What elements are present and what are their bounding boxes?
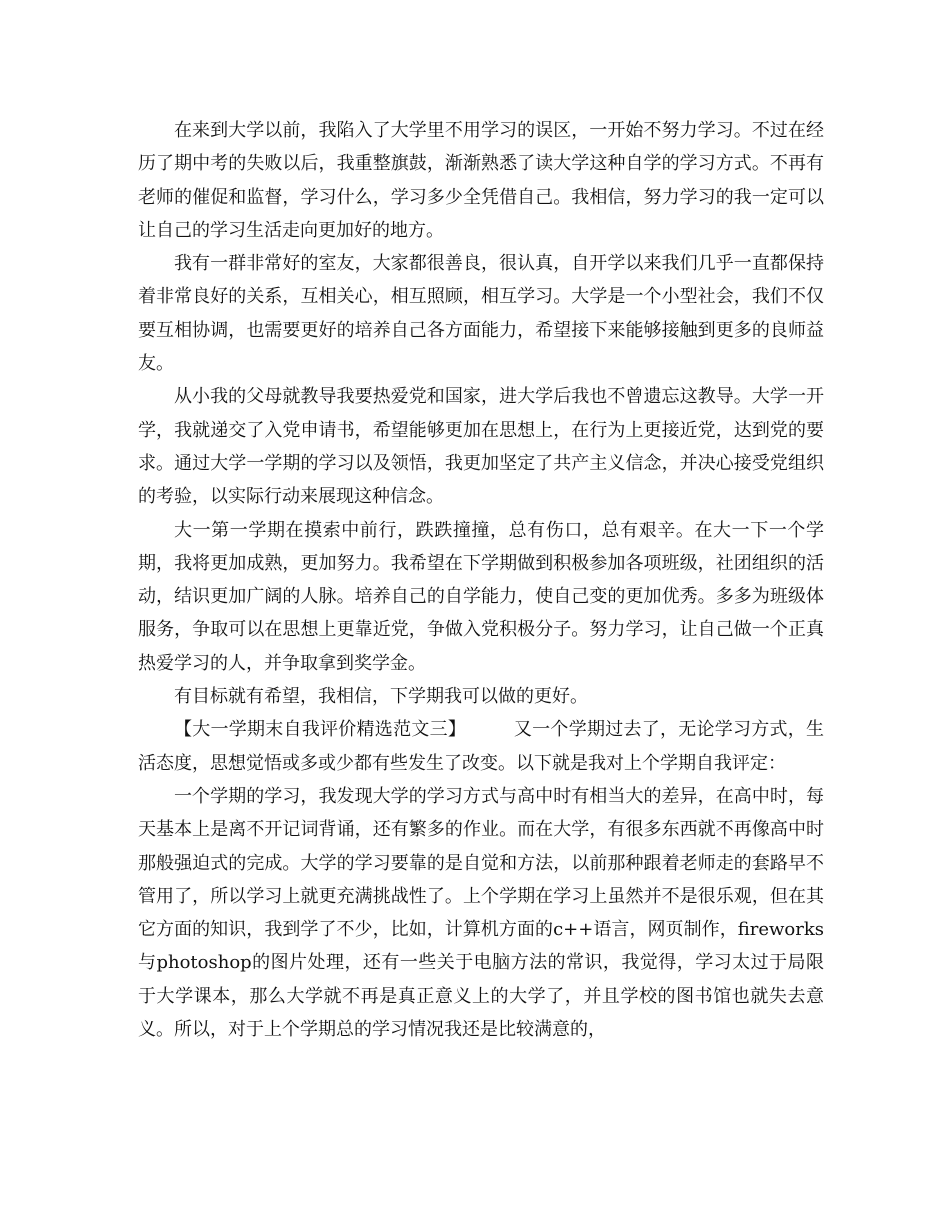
paragraph-plan: 大一第一学期在摸索中前行，跌跌撞撞，总有伤口，总有艰辛。在大一下一个学期，我将更加成熟，更加努力。我希望在下学期做到积极参加各项班级，社团组织的活动，结识更加广阔的人脉。培养自己的自学能力，使自己变的更加优秀。多多为班级体服务，争取可以在思想上更靠近党，争做入党积极分子。努力学习，让自己做一个正真热爱学习的人，并争取拿到奖学金。: [138, 519, 824, 674]
paragraph-party: 从小我的父母就教导我要热爱党和国家，进大学后我也不曾遗忘这教导。大学一开学，我就递交了入党申请书，希望能够更加在思想上，在行为上更接近党，达到党的要求。通过大学一学期的学习以及领悟，我更加坚定了共产主义信念，并决心接受党组织的考验，以实际行动来展现这种信念。: [138, 386, 824, 508]
paragraph-hope: 有目标就有希望，我相信，下学期我可以做的更好。: [174, 686, 588, 708]
section-title: 【大一学期末自我评价精选范文三】: [174, 719, 467, 741]
paragraph-roommates: 我有一群非常好的室友，大家都很善良，很认真，自开学以来我们几乎一直都保持着非常良好的关系，互相关心，相互照顾，相互学习。大学是一个小型社会，我们不仅要互相协调，也需要更好的培养自己各方面能力，希望接下来能够接触到更多的良师益友。: [138, 253, 824, 375]
paragraph-study: 在来到大学以前，我陷入了大学里不用学习的误区，一开始不努力学习。不过在经历了期中考的失败以后，我重整旗鼓，渐渐熟悉了读大学这种自学的学习方式。不再有老师的催促和监督，学习什么，学习多少全凭借自己。我相信，努力学习的我一定可以让自己的学习生活走向更加好的地方。: [138, 120, 824, 241]
document-body: [138, 114, 824, 1046]
section-intro: 又一个学期过去了，无论学习方式，生活态度，思想觉悟或多或少都有些发生了改变。以下就是我对上个学期自我评定：: [138, 719, 825, 774]
paragraph-semester-review: 一个学期的学习，我发现大学的学习方式与高中时有相当大的差异，在高中时，每天基本上是离不开记词背诵，还有繁多的作业。而在大学，有很多东西就不再像高中时那般强迫式的完成。大学的学习要靠的是自觉和方法，以前那种跟着老师走的套路早不管用了，所以学习上就更充满挑战性了。上个学期在学习上虽然并不是很乐观，但在其它方面的知识，我到学了不少，比如，计算机方面的c++语言，网页制作，fireworks与photoshop的图片处理，还有一些关于电脑方法的常识，我觉得，学习太过于局限于大学课本，那么大学就不再是真正意义上的大学了，并且学校的图书馆也就失去意义。所以，对于上个学期总的学习情况我还是比较满意的，: [138, 785, 824, 1041]
section-heading-paragraph: [138, 713, 824, 780]
